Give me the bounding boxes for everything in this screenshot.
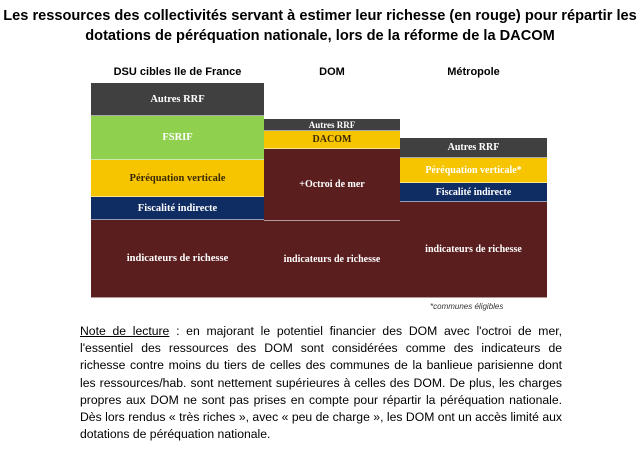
bar-segment-2-0: indicateurs de richesse [400, 202, 547, 298]
column-header-1: DOM [319, 66, 345, 78]
column-header-0: DSU cibles Ile de France [113, 66, 242, 78]
bar-segment-1-1: +Octroi de mer [264, 149, 400, 221]
bar-segment-0-0: indicateurs de richesse [91, 220, 264, 298]
bar-segment-1-2: DACOM [264, 131, 400, 149]
bar-segment-1-0: indicateurs de richesse [264, 221, 400, 298]
reading-note [80, 323, 562, 443]
chart-title: Les ressources des collectivités servant à estimer leur richesse (en rouge) pour répartir les dotations de péréquation nationale, lors de la réforme de la DACOM [3, 8, 637, 44]
bar-segment-1-3: Autres RRF [264, 119, 400, 131]
bar-segment-2-1: Fiscalité indirecte [400, 183, 547, 202]
bar-segment-0-3: FSRIF [91, 116, 264, 160]
column-header-2: Métropole [447, 66, 500, 78]
chart-annotation: *communes éligibles [430, 302, 504, 311]
bar-segment-2-3: Autres RRF [400, 138, 547, 158]
bar-segment-2-2: Péréquation verticale* [400, 158, 547, 183]
bar-segment-0-1: Fiscalité indirecte [91, 197, 264, 220]
reading-note-label: Note de lecture [80, 324, 170, 338]
bar-segment-0-2: Péréquation verticale [91, 160, 264, 197]
bar-segment-0-4: Autres RRF [91, 83, 264, 116]
reading-note-text: : en majorant le potentiel financier des DOM avec l'octroi de mer, l'essentiel des ressources des DOM sont considérées comme des indicateurs de richesse contre moins du tiers de celles des communes de la banlieue parisienne dont les ressources/hab. sont nettement supérieures à celles des DOM. De plus, les charges propres aux DOM ne sont pas prises en compte pour répartir la péréquation nationale. Dès lors rendus « très riches », avec « peu de charge », les DOM ont un accès limité aux dotations de péréquation nationale. [80, 324, 562, 442]
